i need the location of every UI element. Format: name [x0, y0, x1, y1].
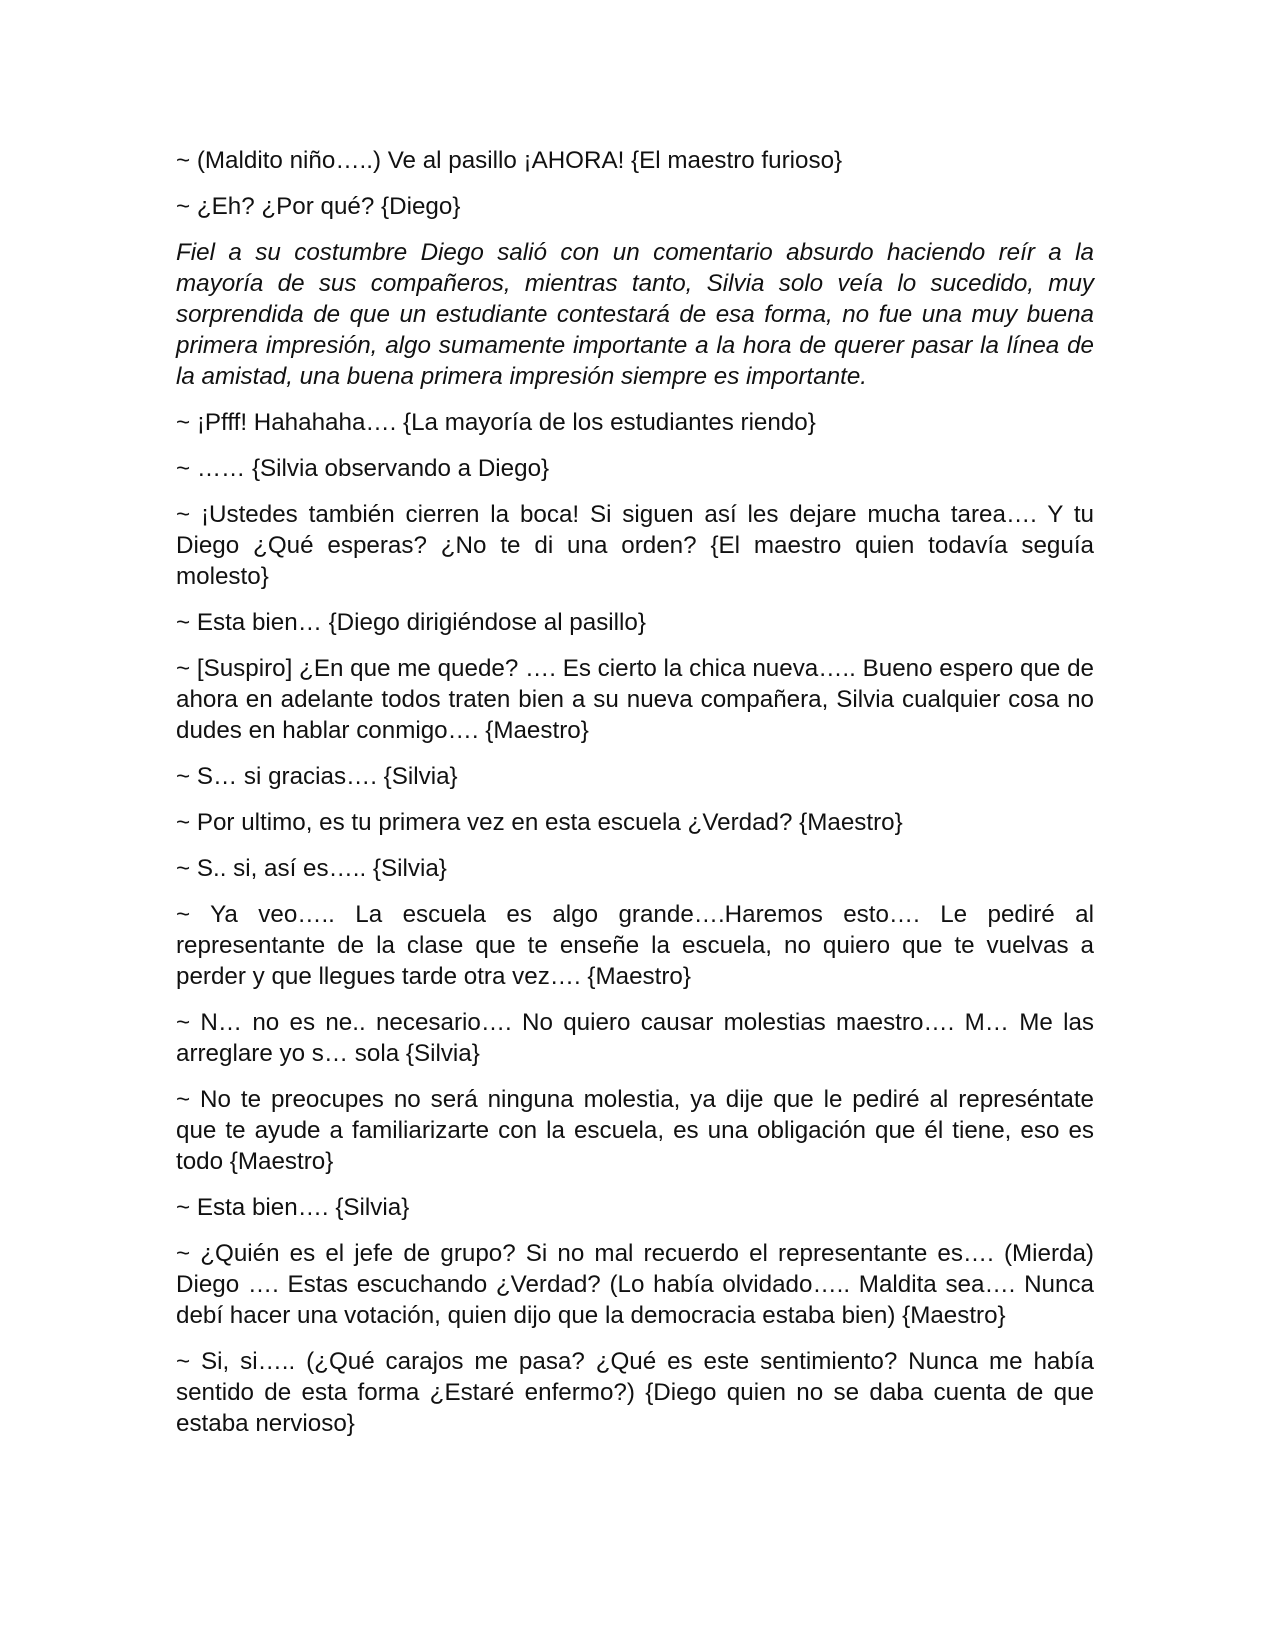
dialogue-line: ~ Esta bien… {Diego dirigiéndose al pasillo} — [176, 609, 646, 636]
dialogue-line: ~ ¡Ustedes también cierren la boca! Si siguen así les dejare mucha tarea…. Y tu Diego ¿Qué esperas? ¿No te di una orden? {El maestro quien todavía seguía molesto} — [176, 501, 1094, 590]
document-body — [176, 145, 1094, 1454]
dialogue-line: ~ Si, si….. (¿Qué carajos me pasa? ¿Qué es este sentimiento? Nunca me había sentido de esta forma ¿Estaré enfermo?) {Diego quien no se daba cuenta de que estaba nervioso} — [176, 1348, 1094, 1437]
dialogue-line: ~ ¡Pfff! Hahahaha…. {La mayoría de los estudiantes riendo} — [176, 409, 816, 436]
dialogue-line: ~ …… {Silvia observando a Diego} — [176, 455, 550, 482]
dialogue-line: ~ N… no es ne.. necesario…. No quiero causar molestias maestro…. M… Me las arreglare yo s… sola {Silvia} — [176, 1009, 1094, 1067]
dialogue-line: ~ Esta bien…. {Silvia} — [176, 1194, 410, 1221]
dialogue-line: ~ No te preocupes no será ninguna molestia, ya dije que le pediré al represéntate que te ayude a familiarizarte con la escuela, es una obligación que él tiene, eso es todo {Maestro} — [176, 1086, 1094, 1175]
narration-paragraph: Fiel a su costumbre Diego salió con un comentario absurdo haciendo reír a la mayoría de sus compañeros, mientras tanto, Silvia solo veía lo sucedido, muy sorprendida de que un estudiante contestará de esa forma, no fue una muy buena primera impresión, algo sumamente importante a la hora de querer pasar la línea de la amistad, una buena primera impresión siempre es importante. — [176, 239, 1094, 390]
dialogue-line: ~ ¿Quién es el jefe de grupo? Si no mal recuerdo el representante es…. (Mierda) Diego …. Estas escuchando ¿Verdad? (Lo había olvidado….. Maldita sea…. Nunca debí hacer una votación, quien dijo que la democracia estaba bien) {Maestro} — [176, 1240, 1094, 1329]
dialogue-line: ~ (Maldito niño…..) Ve al pasillo ¡AHORA! {El maestro furioso} — [176, 147, 843, 174]
dialogue-line: ~ [Suspiro] ¿En que me quede? …. Es cierto la chica nueva….. Bueno espero que de ahora en adelante todos traten bien a su nueva compañera, Silvia cualquier cosa no dudes en hablar conmigo…. {Maestro} — [176, 655, 1094, 744]
dialogue-line: ~ ¿Eh? ¿Por qué? {Diego} — [176, 193, 461, 220]
dialogue-line: ~ Ya veo….. La escuela es algo grande….Haremos esto…. Le pediré al representante de la clase que te enseñe la escuela, no quiero que te vuelvas a perder y que llegues tarde otra vez…. {Maestro} — [176, 901, 1094, 990]
dialogue-line: ~ Por ultimo, es tu primera vez en esta escuela ¿Verdad? {Maestro} — [176, 809, 903, 836]
dialogue-line: ~ S… si gracias…. {Silvia} — [176, 763, 458, 790]
dialogue-line: ~ S.. si, así es….. {Silvia} — [176, 855, 447, 882]
